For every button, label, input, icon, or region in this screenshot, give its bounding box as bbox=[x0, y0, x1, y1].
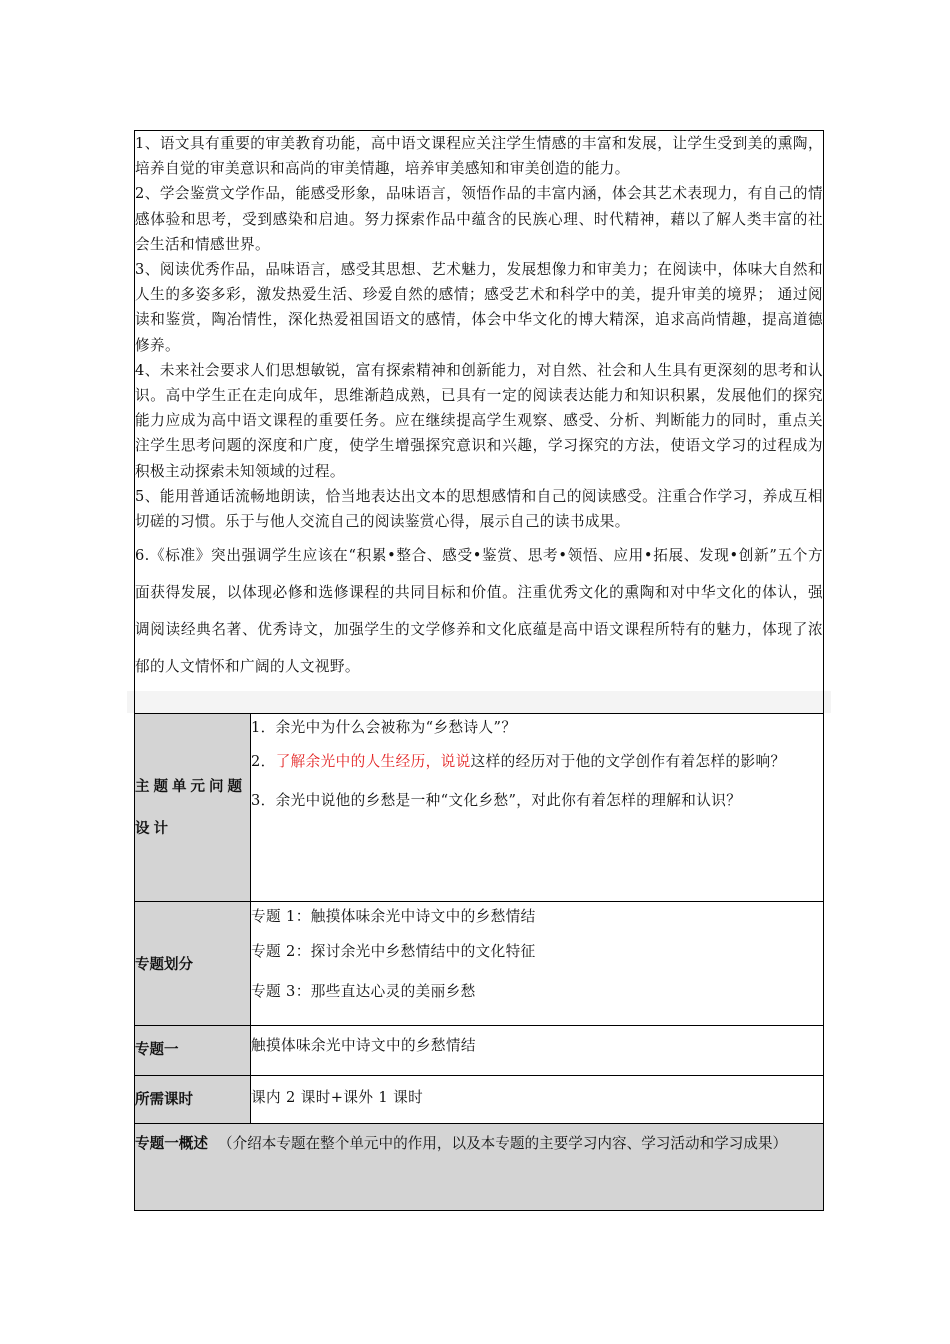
hours-value: 课内 2 课时+课外 1 课时 bbox=[251, 1076, 824, 1124]
goal-item: 2、学会鉴赏文学作品，能感受形象，品味语言，领悟作品的丰富内涵，体会其艺术表现力，有自己的情感体验和思考，受到感染和启迪。努力探索作品中蕴含的民族心理、时代精神，藉以了解人类丰富的社会生活和情感世界。 bbox=[135, 185, 823, 253]
topic-one-value: 触摸体味余光中诗文中的乡愁情结 bbox=[251, 1026, 824, 1076]
goals-cell bbox=[135, 131, 824, 714]
goal-item: 1、语文具有重要的审美教育功能，高中语文课程应关注学生情感的丰富和发展，让学生受到美的熏陶，培养自觉的审美意识和高尚的审美情趣，培养审美感知和审美创造的能力。 bbox=[135, 135, 823, 178]
question-1: 1．余光中为什么会被称为“乡愁诗人”？ bbox=[251, 719, 517, 737]
goal-item: 4、未来社会要求人们思想敏锐，富有探索精神和创新能力，对自然、社会和人生具有更深刻的思考和认识。高中学生正在走向成年，思维渐趋成熟，已具有一定的阅读表达能力和知识积累，发展他们的探究能力应成为高中语文课程的重要任务。应在继续提高学生观察、感受、分析、判断能力的同时，重点关注学生思考问题的深度和广度，使学生增强探究意识和兴趣，学习探究的方法，使语文学习的过程成为积极主动探索未知领域的过程。 bbox=[135, 361, 823, 480]
topic-item: 专题 1：触摸体味余光中诗文中的乡愁情结 bbox=[251, 908, 536, 926]
questions-cell bbox=[251, 714, 824, 902]
overview-label: 专题一概述 bbox=[135, 1135, 208, 1153]
questions-label: 主题单元问题设计 bbox=[135, 714, 251, 902]
overview-cell bbox=[135, 1124, 824, 1211]
topics-cell bbox=[251, 902, 824, 1026]
goal-item: 3、阅读优秀作品，品味语言，感受其思想、艺术魅力，发展想像力和审美力；在阅读中，体味大自然和人生的多姿多彩，激发热爱生活、珍爱自然的感情；感受艺术和科学中的美，提升审美的境界； 通过阅读和鉴赏，陶冶情性，深化热爱祖国语文的感情，体会中华文化的博大精深，追求高尚情趣，提高道德修养。 bbox=[135, 261, 823, 354]
goal-item: 5、能用普通话流畅地朗读，恰当地表达出文本的思想感情和自己的阅读感受。注重合作学习，养成互相切磋的习惯。乐于与他人交流自己的阅读鉴赏心得，展示自己的读书成果。 bbox=[135, 487, 823, 531]
topics-label: 专题划分 bbox=[135, 902, 251, 1026]
topic-item: 专题 2：探讨余光中乡愁情结中的文化特征 bbox=[251, 943, 536, 961]
goal-item: 6.《标准》突出强调学生应该在“积累•整合、感受•鉴赏、思考•领悟、应用•拓展、发现•创新”五个方面获得发展，以体现必修和选修课程的共同目标和价值。注重优秀文化的熏陶和对中华文化的体认，强调阅读经典名著、优秀诗文，加强学生的文学修养和文化底蕴是高中语文课程所特有的魅力，体现了浓郁的人文情怀和广阔的人文视野。 bbox=[135, 547, 823, 676]
highlighted-text: 了解余光中的人生经历，说说 bbox=[275, 753, 471, 771]
unit-plan-table bbox=[134, 130, 824, 1211]
topic-one-label: 专题一 bbox=[135, 1026, 251, 1076]
question-2: 2．了解余光中的人生经历，说说这样的经历对于他的文学创作有着怎样的影响？ bbox=[251, 753, 786, 771]
question-3: 3．余光中说他的乡愁是一种“文化乡愁”，对此你有着怎样的理解和认识？ bbox=[251, 792, 742, 810]
overview-text: （介绍本专题在整个单元中的作用，以及本专题的主要学习内容、学习活动和学习成果） bbox=[217, 1135, 788, 1153]
hours-label: 所需课时 bbox=[135, 1076, 251, 1124]
topic-item: 专题 3：那些直达心灵的美丽乡愁 bbox=[251, 983, 476, 1001]
cell-footer-strip bbox=[127, 691, 831, 713]
